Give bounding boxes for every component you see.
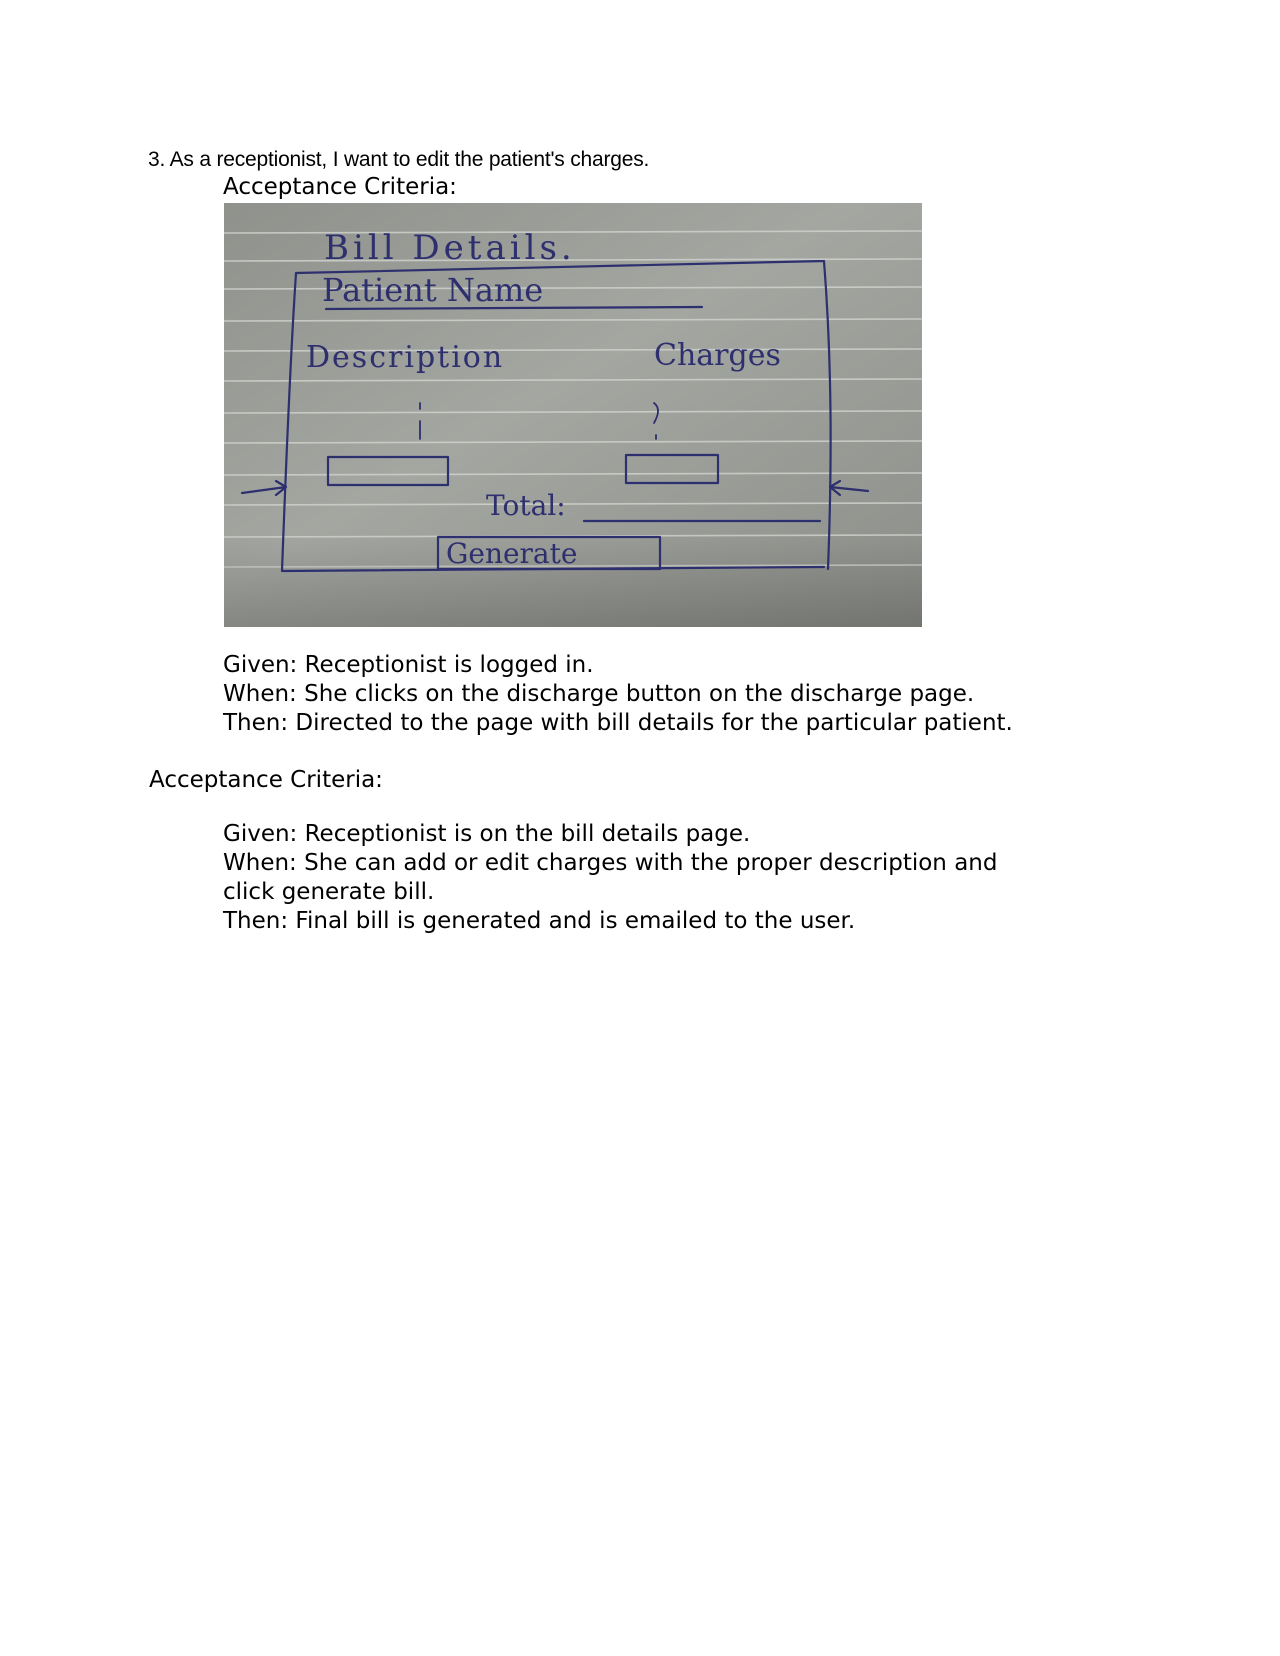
sketch-description-label: Description (306, 340, 505, 375)
acceptance-criteria-heading: Acceptance Criteria: (149, 767, 383, 793)
sketch-title: Bill Details. (324, 228, 576, 268)
given-text: Given: Receptionist is logged in. (223, 652, 594, 678)
sketch-total-label: Total: (486, 489, 566, 522)
bill-details-sketch-image (224, 203, 922, 627)
when-text-continued: click generate bill. (223, 879, 435, 905)
acceptance-criteria-heading: Acceptance Criteria: (223, 174, 457, 200)
when-text: When: She clicks on the discharge button on the discharge page. (223, 681, 975, 707)
sketch-generate-label: Generate (446, 537, 578, 570)
then-text: Then: Final bill is generated and is emailed to the user. (223, 908, 856, 934)
criteria-1-scenario (223, 651, 1013, 738)
sketch-charges-label: Charges (654, 338, 781, 373)
given-text: Given: Receptionist is on the bill details page. (223, 821, 751, 847)
when-text: When: She can add or edit charges with the proper description and (223, 850, 998, 876)
sketch-patient-name-label: Patient Name (322, 271, 544, 309)
then-text: Then: Directed to the page with bill details for the particular patient. (223, 710, 1013, 736)
user-story-title: 3. As a receptionist, I want to edit the patient's charges. (148, 148, 650, 171)
criteria-2-scenario (223, 820, 997, 936)
